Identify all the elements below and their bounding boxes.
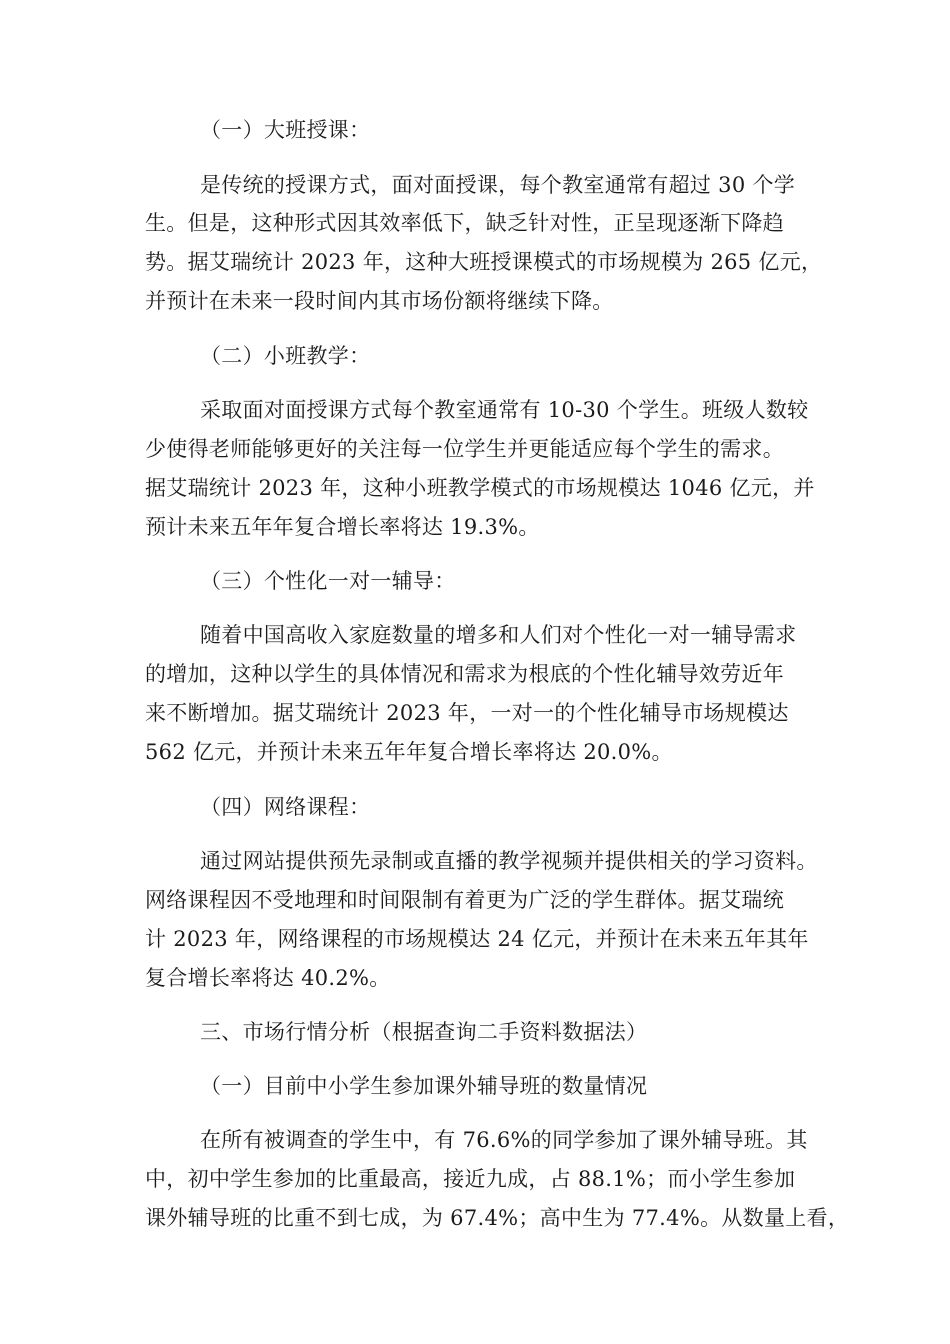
section-heading-small-class: （二）小班教学：	[200, 344, 371, 368]
paragraph-line: 复合增长率将达 40.2%。	[145, 966, 391, 990]
paragraph-line: 并预计在未来一段时间内其市场份额将继续下降。	[145, 289, 614, 313]
paragraph-line: 在所有被调查的学生中，有 76.6%的同学参加了课外辅导班。其	[200, 1128, 808, 1152]
subsection-heading-participation: （一）目前中小学生参加课外辅导班的数量情况	[200, 1074, 648, 1098]
paragraph-line: 采取面对面授课方式每个教室通常有 10-30 个学生。班级人数较	[200, 398, 809, 422]
section-heading-one-on-one: （三）个性化一对一辅导：	[200, 569, 456, 593]
section-heading-online-courses: （四）网络课程：	[200, 795, 371, 819]
paragraph-line: 中，初中学生参加的比重最高，接近九成，占 88.1%；而小学生参加	[145, 1167, 796, 1191]
paragraph-line: 少使得老师能够更好的关注每一位学生并更能适应每个学生的需求。	[145, 437, 784, 461]
paragraph-line: 的增加，这种以学生的具体情况和需求为根底的个性化辅导效劳近年	[145, 662, 784, 686]
paragraph-line: 计 2023 年，网络课程的市场规模达 24 亿元，并预计在未来五年其年	[145, 927, 809, 951]
paragraph-line: 据艾瑞统计 2023 年，这种小班教学模式的市场规模达 1046 亿元，并	[145, 476, 815, 500]
paragraph-line: 随着中国高收入家庭数量的增多和人们对个性化一对一辅导需求	[200, 623, 797, 647]
paragraph-line: 势。据艾瑞统计 2023 年，这种大班授课模式的市场规模为 265 亿元，	[145, 250, 823, 274]
paragraph-line: 网络课程因不受地理和时间限制有着更为广泛的学生群体。据艾瑞统	[145, 888, 784, 912]
paragraph-line: 课外辅导班的比重不到七成，为 67.4%；高中生为 77.4%。从数量上看，	[145, 1206, 850, 1230]
section-heading-large-class: （一）大班授课：	[200, 118, 371, 142]
paragraph-line: 是传统的授课方式，面对面授课，每个教室通常有超过 30 个学	[200, 173, 796, 197]
paragraph-line: 预计未来五年年复合增长率将达 19.3%。	[145, 515, 540, 539]
chapter-heading-market-analysis: 三、市场行情分析（根据查询二手资料数据法）	[200, 1020, 648, 1044]
paragraph-line: 562 亿元，并预计未来五年年复合增长率将达 20.0%。	[145, 740, 673, 764]
paragraph-line: 生。但是，这种形式因其效率低下，缺乏针对性，正呈现逐渐下降趋	[145, 211, 784, 235]
paragraph-line: 通过网站提供预先录制或直播的教学视频并提供相关的学习资料。	[200, 849, 818, 873]
paragraph-line: 来不断增加。据艾瑞统计 2023 年，一对一的个性化辅导市场规模达	[145, 701, 789, 725]
